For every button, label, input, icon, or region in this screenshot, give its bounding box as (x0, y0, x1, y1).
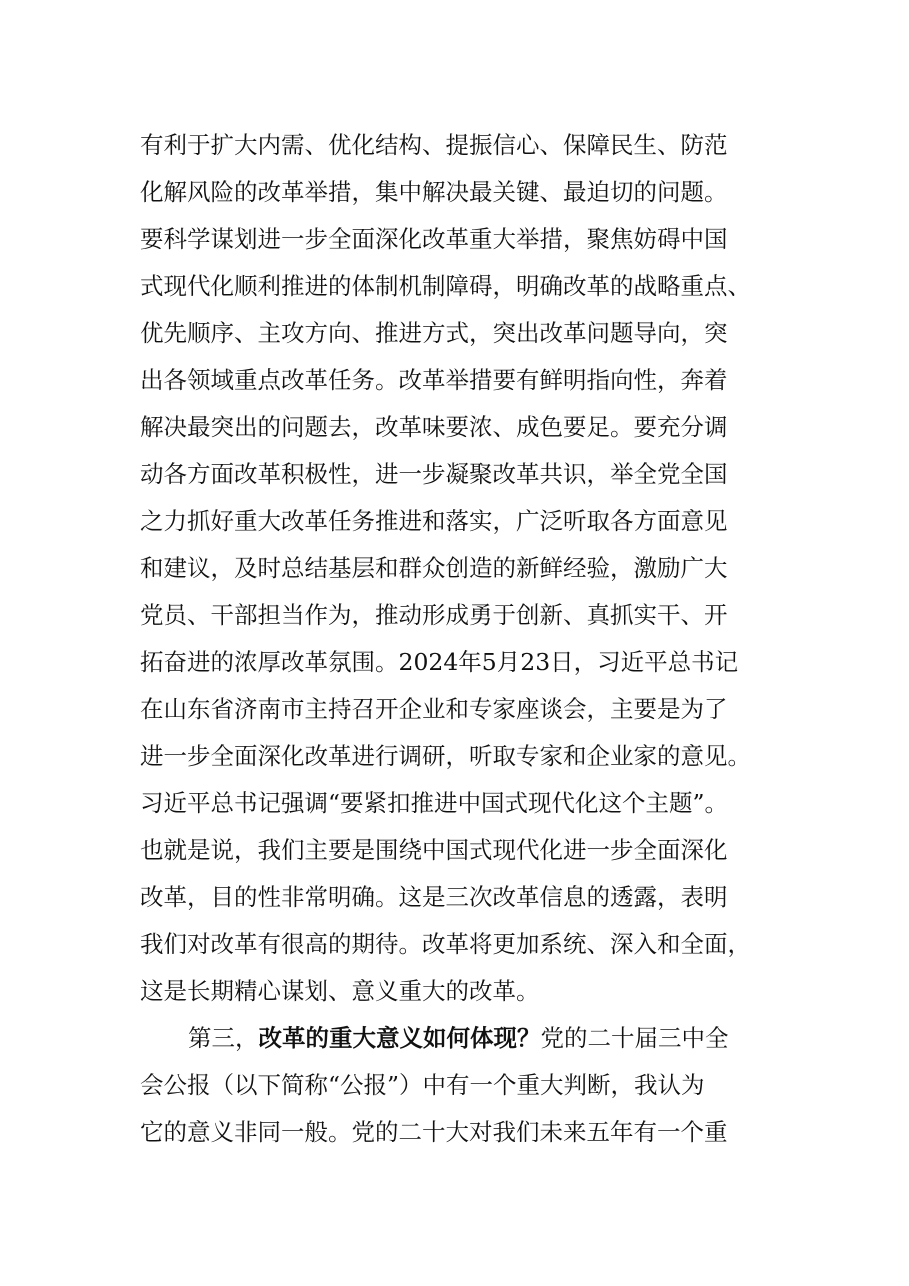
paragraph-1-line: 要科学谋划进一步全面深化改革重大举措，聚焦妨碍中国 (140, 225, 728, 253)
paragraph-1-line: 改革，目的性非常明确。这是三次改革信息的透露，表明 (140, 883, 728, 911)
paragraph-1-line: 进一步全面深化改革进行调研，听取专家和企业家的意见。 (140, 742, 751, 770)
paragraph-1 (140, 122, 780, 1015)
paragraph-2 (140, 1015, 780, 1156)
paragraph-1-line: 拓奋进的浓厚改革氛围。2024年5月23日，习近平总书记 (140, 648, 739, 676)
paragraph-1-line: 我们对改革有很高的期待。改革将更加系统、深入和全面， (140, 930, 751, 958)
paragraph-1-line: 动各方面改革积极性，进一步凝聚改革共识，举全党全国 (140, 460, 728, 488)
paragraph-2-line: 会公报（以下简称“公报”）中有一个重大判断，我认为 (140, 1071, 705, 1099)
paragraph-1-line: 习近平总书记强调“要紧扣推进中国式现代化这个主题”。 (140, 789, 729, 817)
paragraph-1-line: 式现代化顺利推进的体制机制障碍，明确改革的战略重点、 (140, 272, 751, 300)
paragraph-1-line: 解决最突出的问题去，改革味要浓、成色要足。要充分调 (140, 413, 728, 441)
paragraph-1-line: 化解风险的改革举措，集中解决最关键、最迫切的问题。 (140, 178, 728, 206)
section-heading-continuation: 党的二十届三中全 (540, 1024, 729, 1052)
section-lead: 第三， (188, 1024, 259, 1052)
paragraph-1-line: 优先顺序、主攻方向、推进方式，突出改革问题导向，突 (140, 319, 728, 347)
paragraph-1-line: 之力抓好重大改革任务推进和落实，广泛听取各方面意见 (140, 507, 728, 535)
paragraph-1-line: 党员、干部担当作为，推动形成勇于创新、真抓实干、开 (140, 601, 728, 629)
paragraph-1-line: 也就是说，我们主要是围绕中国式现代化进一步全面深化 (140, 836, 728, 864)
paragraph-2-line: 它的意义非同一般。党的二十大对我们未来五年有一个重 (140, 1118, 728, 1146)
paragraph-1-line: 和建议，及时总结基层和群众创造的新鲜经验，激励广大 (140, 554, 728, 582)
paragraph-1-line: 这是长期精心谋划、意义重大的改革。 (140, 977, 540, 1005)
paragraph-1-line: 在山东省济南市主持召开企业和专家座谈会，主要是为了 (140, 695, 728, 723)
paragraph-1-line: 有利于扩大内需、优化结构、提振信心、保障民生、防范 (140, 131, 728, 159)
section-heading: 改革的重大意义如何体现？ (258, 1024, 541, 1052)
paragraph-2-first-line (140, 1015, 780, 1062)
body-text (140, 122, 780, 1156)
paragraph-1-line: 出各领域重点改革任务。改革举措要有鲜明指向性，奔着 (140, 366, 728, 394)
